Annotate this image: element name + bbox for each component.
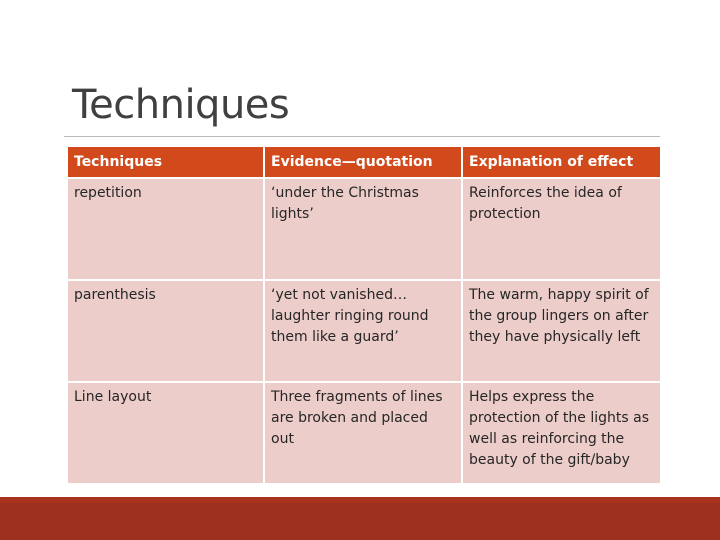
header-explanation: Explanation of effect (462, 146, 661, 178)
cell-evidence: Three fragments of lines are broken and placed out (264, 382, 462, 484)
cell-evidence: ‘under the Christmas lights’ (264, 178, 462, 280)
title-divider (64, 136, 660, 137)
footer-band-highlight (0, 497, 720, 503)
cell-explanation: Helps express the protection of the lights as well as reinforcing the beauty of the gift/baby (462, 382, 661, 484)
header-evidence: Evidence—quotation (264, 146, 462, 178)
table-row (67, 382, 661, 484)
techniques-table (66, 145, 662, 485)
footer-band (0, 497, 720, 540)
cell-evidence: ‘yet not vanished…laughter ringing round them like a guard’ (264, 280, 462, 382)
table-row (67, 178, 661, 280)
cell-explanation: Reinforces the idea of protection (462, 178, 661, 280)
header-techniques: Techniques (67, 146, 264, 178)
cell-technique: parenthesis (67, 280, 264, 382)
table-row (67, 280, 661, 382)
table-header-row (67, 146, 661, 178)
cell-technique: Line layout (67, 382, 264, 484)
cell-technique: repetition (67, 178, 264, 280)
cell-explanation: The warm, happy spirit of the group lingers on after they have physically left (462, 280, 661, 382)
slide-title: Techniques (72, 82, 290, 128)
